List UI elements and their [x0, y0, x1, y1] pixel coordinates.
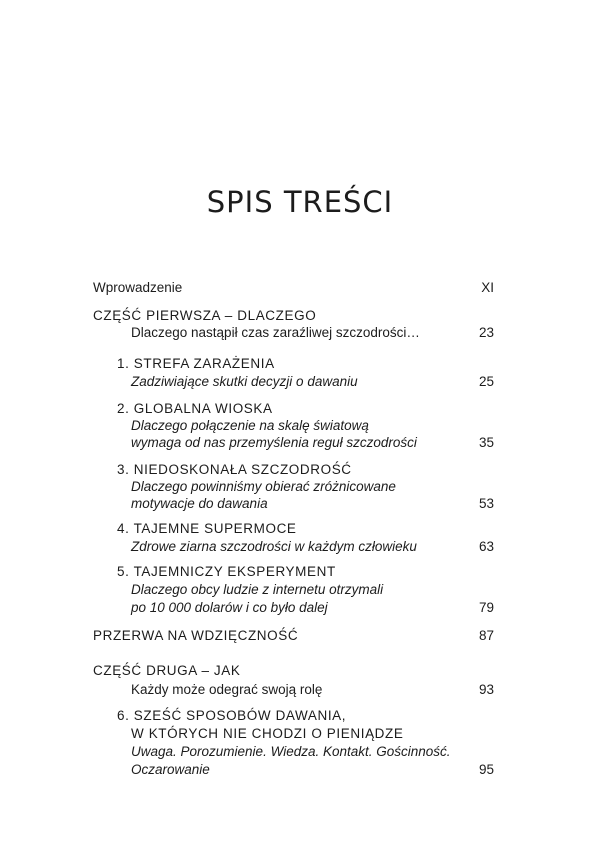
- toc-chapter-label: 6. SZEŚĆ SPOSOBÓW DAWANIA,: [117, 708, 347, 723]
- toc-part-subtitle[interactable]: [0, 679, 600, 701]
- toc-page-number: 87: [478, 628, 494, 643]
- toc-chapter-label: 4. TAJEMNE SUPERMOCE: [117, 521, 297, 536]
- toc-desc-line: Dlaczego obcy ludzie z internetu otrzymali: [131, 582, 384, 597]
- toc-part-label: CZĘŚĆ DRUGA – JAK: [93, 663, 241, 678]
- toc-chapter-label: 3. NIEDOSKONAŁA SZCZODROŚĆ: [117, 462, 352, 477]
- toc-part-label: CZĘŚĆ PIERWSZA – DLACZEGO: [93, 308, 317, 323]
- toc-entry-interlude[interactable]: [0, 625, 600, 647]
- toc-part-subtitle[interactable]: [0, 322, 600, 344]
- toc-chapter-label: 5. TAJEMNICZY EKSPERYMENT: [117, 564, 336, 579]
- toc-desc-line: wymaga od nas przemyślenia reguł szczodrości: [131, 435, 417, 450]
- toc-page-number: 53: [478, 496, 494, 511]
- toc-chapter-desc: [0, 536, 600, 558]
- toc-chapter-label: 1. STREFA ZARAŻENIA: [117, 356, 275, 371]
- toc-desc-line: Uwaga. Porozumienie. Wiedza. Kontakt. Gościnność.: [131, 744, 451, 759]
- toc-page-number: 35: [478, 435, 494, 450]
- toc-entry-label: Wprowadzenie: [93, 280, 183, 295]
- toc-desc-line: motywacje do dawania: [131, 496, 268, 511]
- toc-desc-line: Dlaczego powinniśmy obierać zróżnicowane: [131, 479, 396, 494]
- toc-chapter-desc: [0, 371, 600, 393]
- toc-page-number: 25: [478, 374, 494, 389]
- toc-entry-intro[interactable]: [0, 277, 600, 299]
- toc-chapter-desc: [0, 493, 600, 515]
- toc-entry-label: PRZERWA NA WDZIĘCZNOŚĆ: [93, 628, 299, 643]
- toc-page-number: XI: [481, 280, 494, 295]
- toc-page-number: 95: [478, 762, 494, 777]
- toc-desc-line: Oczarowanie: [131, 762, 210, 777]
- toc-desc-line: Zdrowe ziarna szczodrości w każdym człowieku: [131, 539, 417, 554]
- toc-page-number: 63: [478, 539, 494, 554]
- toc-desc-line: Zadziwiające skutki decyzji o dawaniu: [131, 374, 358, 389]
- toc-desc-line: Dlaczego połączenie na skalę światową: [131, 418, 369, 433]
- toc-subtitle-label: Każdy może odegrać swoją rolę: [131, 682, 323, 697]
- toc-chapter-desc: [0, 597, 600, 619]
- toc-chapter-desc: [0, 759, 600, 781]
- toc-desc-line: po 10 000 dolarów i co było dalej: [131, 600, 328, 615]
- toc-subtitle-label: Dlaczego nastąpił czas zaraźliwej szczodrości…: [131, 325, 420, 340]
- toc-page-number: 79: [478, 600, 494, 615]
- page-title: SPIS TREŚCI: [206, 185, 394, 219]
- toc-chapter-desc: [0, 432, 600, 454]
- toc-chapter-label: 2. GLOBALNA WIOSKA: [117, 401, 273, 416]
- toc-chapter-label: W KTÓRYCH NIE CHODZI O PIENIĄDZE: [131, 726, 404, 741]
- toc-page-number: 93: [478, 682, 494, 697]
- toc-page-number: 23: [478, 325, 494, 340]
